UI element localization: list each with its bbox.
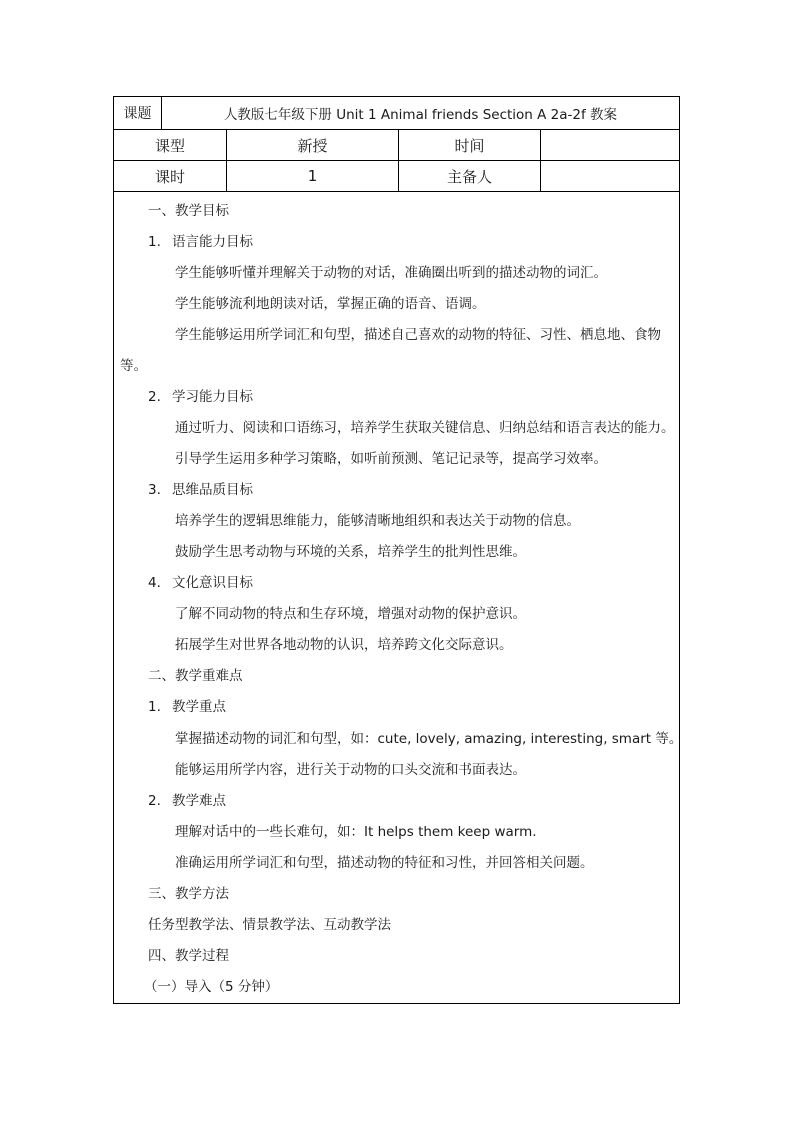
info-value: 1 xyxy=(226,161,398,191)
subsection-title: 文化意识目标 xyxy=(172,575,253,591)
paragraph: 培养学生的逻辑思维能力，能够清晰地组织和表达关于动物的信息。 xyxy=(175,513,580,529)
section-heading: 二、教学重难点 xyxy=(148,668,243,684)
subsection-title: 思维品质目标 xyxy=(172,482,253,498)
subsection-heading xyxy=(148,233,253,251)
subsection-title: 教学难点 xyxy=(172,793,226,809)
paragraph: 引导学生运用多种学习策略，如听前预测、笔记记录等，提高学习效率。 xyxy=(175,451,607,467)
info-key: 课型 xyxy=(154,136,185,155)
lesson-title: 人教版七年级下册 Unit 1 Animal friends Section A 2a-2f 教案 xyxy=(161,97,679,129)
subsection-number: 3. xyxy=(148,482,161,498)
info-key: 时间 xyxy=(398,130,540,160)
paragraph: 鼓励学生思考动物与环境的关系，培养学生的批判性思维。 xyxy=(175,544,526,560)
paragraph: 拓展学生对世界各地动物的认识，培养跨文化交际意识。 xyxy=(175,637,513,653)
paragraph: 学生能够运用所学词汇和句型，描述自己喜欢的动物的特征、习性、栖息地、食物 xyxy=(175,327,661,343)
section-heading: 一、教学目标 xyxy=(148,203,229,219)
info-key: 主备人 xyxy=(398,161,540,191)
info-key: 课时 xyxy=(154,167,185,186)
subsection-title: 学习能力目标 xyxy=(172,389,253,405)
info-row-period xyxy=(114,161,679,192)
info-row-type xyxy=(114,130,679,161)
section-heading: 三、教学方法 xyxy=(148,886,229,902)
paragraph: 学生能够听懂并理解关于动物的对话，准确圈出听到的描述动物的词汇。 xyxy=(175,265,607,281)
paragraph: 准确运用所学词汇和句型，描述动物的特征和习性，并回答相关问题。 xyxy=(175,855,594,871)
paragraph: 理解对话中的一些长难句，如：It helps them keep warm. xyxy=(175,824,537,840)
subsection-number: 4. xyxy=(148,575,161,591)
info-value xyxy=(540,130,679,160)
subsection-heading: （一）导入（5 分钟） xyxy=(144,979,279,995)
subsection-heading xyxy=(148,792,226,810)
paragraph-continued: 等。 xyxy=(120,358,147,374)
subsection-title: 教学重点 xyxy=(172,699,226,715)
subsection-heading xyxy=(148,698,226,716)
subsection-number: 1. xyxy=(148,234,161,250)
subsection-heading xyxy=(148,574,253,592)
subsection-heading xyxy=(148,388,253,406)
subsection-title: 语言能力目标 xyxy=(172,234,253,250)
info-value xyxy=(540,161,679,191)
paragraph: 通过听力、阅读和口语练习，培养学生获取关键信息、归纳总结和语言表达的能力。 xyxy=(175,420,675,436)
paragraph: 学生能够流利地朗读对话，掌握正确的语音、语调。 xyxy=(175,296,486,312)
paragraph: 掌握描述动物的词汇和句型，如：cute, lovely, amazing, interesting, smart 等。 xyxy=(175,731,683,747)
paragraph: 能够运用所学内容，进行关于动物的口头交流和书面表达。 xyxy=(175,762,526,778)
title-row xyxy=(114,97,679,130)
subsection-number: 2. xyxy=(148,389,161,405)
subsection-heading xyxy=(148,481,253,499)
section-heading: 四、教学过程 xyxy=(148,948,229,964)
paragraph: 了解不同动物的特点和生存环境，增强对动物的保护意识。 xyxy=(175,606,526,622)
title-label: 课题 xyxy=(123,106,152,122)
paragraph: 任务型教学法、情景教学法、互动教学法 xyxy=(148,917,391,933)
lesson-plan-table xyxy=(113,96,683,1004)
subsection-number: 1. xyxy=(148,699,161,715)
subsection-number: 2. xyxy=(148,793,161,809)
info-value: 新授 xyxy=(226,130,398,160)
